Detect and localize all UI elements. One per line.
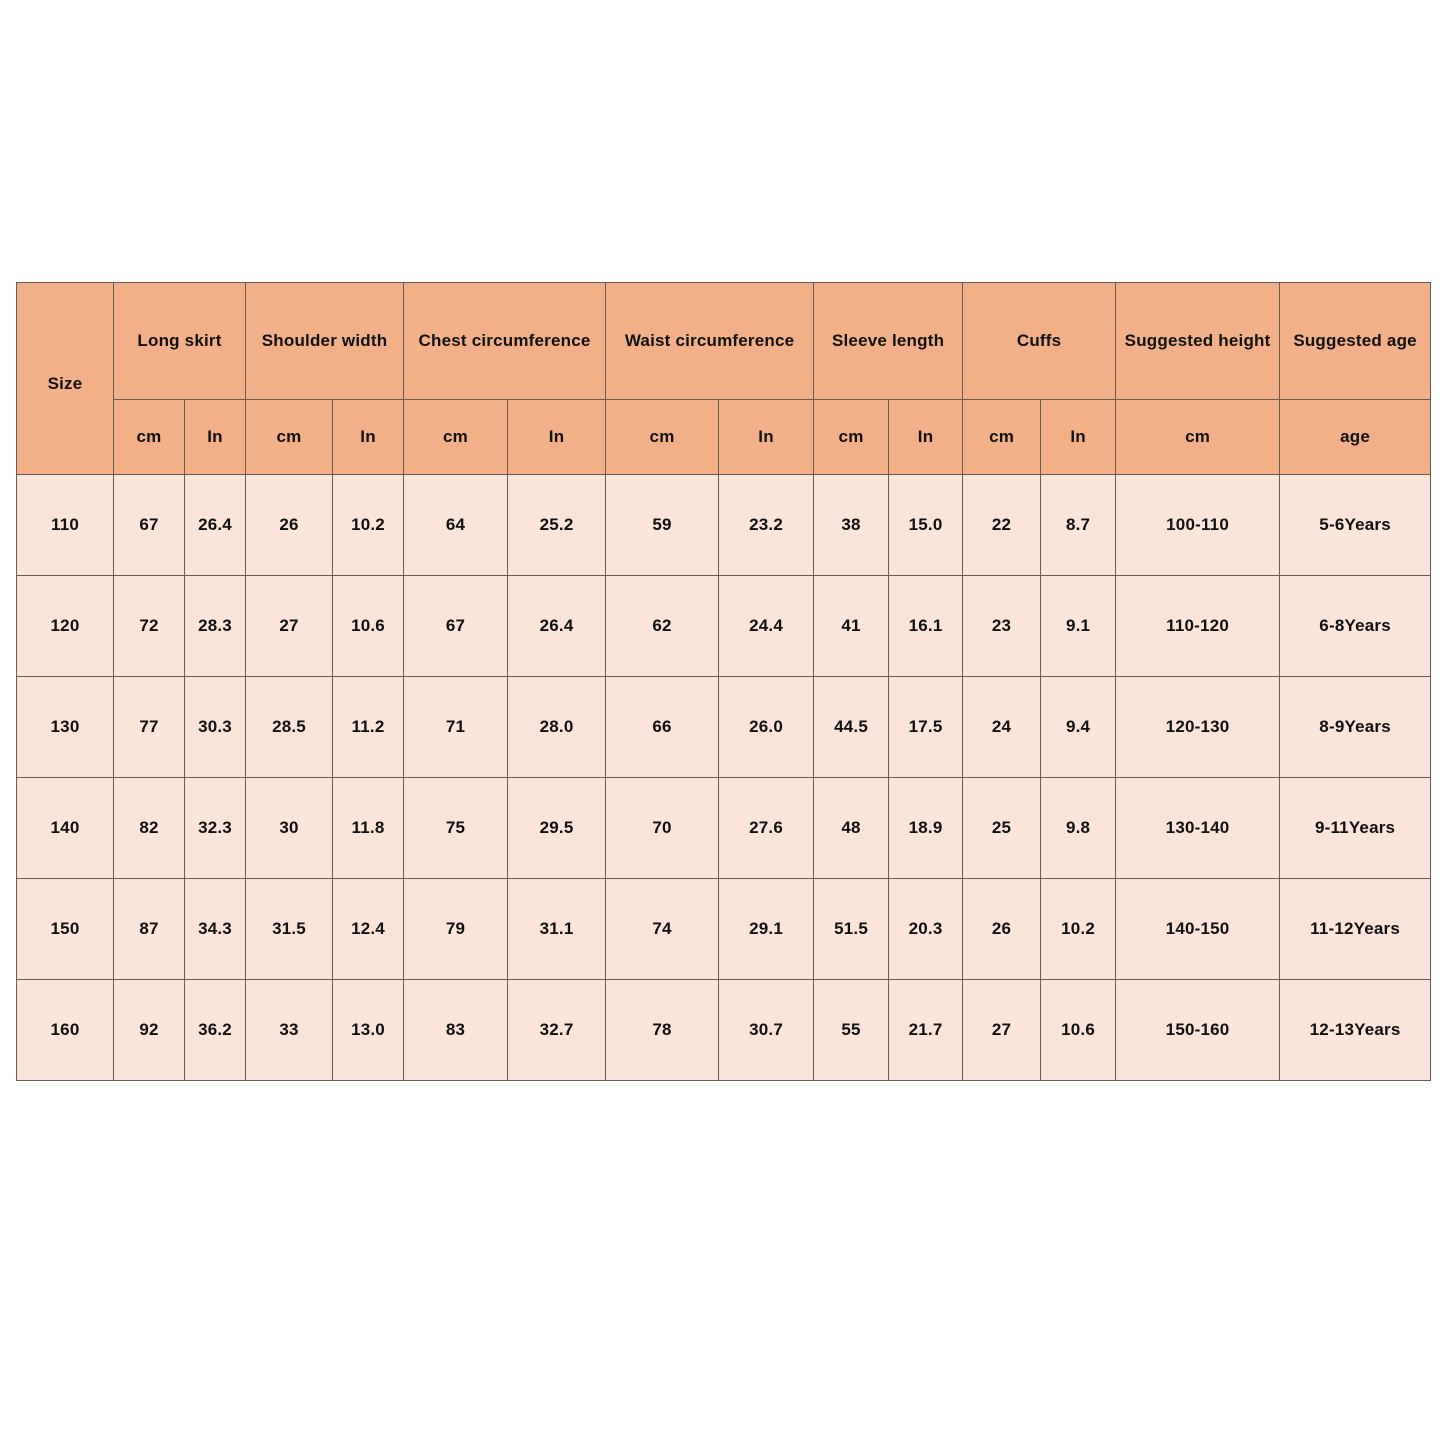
measure-cell: 26.4 <box>185 475 246 576</box>
measure-cell: 55 <box>814 980 889 1081</box>
measure-cell: 83 <box>404 980 508 1081</box>
measure-cell: 66 <box>606 677 719 778</box>
table-row <box>17 475 1431 576</box>
measure-cell: 12-13Years <box>1280 980 1431 1081</box>
measure-cell: 31.1 <box>508 879 606 980</box>
measure-cell: 26.4 <box>508 576 606 677</box>
measure-cell: 9.4 <box>1041 677 1116 778</box>
measure-cell: 77 <box>114 677 185 778</box>
measure-cell: 15.0 <box>889 475 963 576</box>
measure-cell: 140-150 <box>1116 879 1280 980</box>
measure-cell: 75 <box>404 778 508 879</box>
measure-cell: 10.2 <box>333 475 404 576</box>
unit-header: age <box>1280 400 1431 475</box>
header-row-units <box>17 400 1431 475</box>
group-header: Shoulder width <box>246 283 404 400</box>
measure-cell: 23.2 <box>719 475 814 576</box>
unit-header: In <box>185 400 246 475</box>
measure-cell: 18.9 <box>889 778 963 879</box>
size-cell: 110 <box>17 475 114 576</box>
size-cell: 130 <box>17 677 114 778</box>
measure-cell: 32.7 <box>508 980 606 1081</box>
measure-cell: 150-160 <box>1116 980 1280 1081</box>
measure-cell: 10.6 <box>333 576 404 677</box>
measure-cell: 30.7 <box>719 980 814 1081</box>
measure-cell: 72 <box>114 576 185 677</box>
measure-cell: 28.3 <box>185 576 246 677</box>
measure-cell: 22 <box>963 475 1041 576</box>
measure-cell: 27 <box>963 980 1041 1081</box>
unit-header: cm <box>246 400 333 475</box>
group-header: Chest circumference <box>404 283 606 400</box>
measure-cell: 10.2 <box>1041 879 1116 980</box>
measure-cell: 25 <box>963 778 1041 879</box>
measure-cell: 26 <box>246 475 333 576</box>
unit-header: cm <box>963 400 1041 475</box>
measure-cell: 120-130 <box>1116 677 1280 778</box>
measure-cell: 34.3 <box>185 879 246 980</box>
unit-header: cm <box>1116 400 1280 475</box>
measure-cell: 32.3 <box>185 778 246 879</box>
unit-header: cm <box>114 400 185 475</box>
measure-cell: 20.3 <box>889 879 963 980</box>
measure-cell: 36.2 <box>185 980 246 1081</box>
header-row-groups <box>17 283 1431 400</box>
measure-cell: 29.5 <box>508 778 606 879</box>
measure-cell: 64 <box>404 475 508 576</box>
measure-cell: 79 <box>404 879 508 980</box>
group-header: Cuffs <box>963 283 1116 400</box>
measure-cell: 16.1 <box>889 576 963 677</box>
measure-cell: 11.2 <box>333 677 404 778</box>
unit-header: In <box>719 400 814 475</box>
measure-cell: 9-11Years <box>1280 778 1431 879</box>
measure-cell: 62 <box>606 576 719 677</box>
group-header: Long skirt <box>114 283 246 400</box>
group-header: Waist circumference <box>606 283 814 400</box>
size-cell: 150 <box>17 879 114 980</box>
table-row <box>17 576 1431 677</box>
unit-header: cm <box>606 400 719 475</box>
measure-cell: 30.3 <box>185 677 246 778</box>
table-row <box>17 980 1431 1081</box>
measure-cell: 130-140 <box>1116 778 1280 879</box>
table-row <box>17 778 1431 879</box>
measure-cell: 9.1 <box>1041 576 1116 677</box>
measure-cell: 71 <box>404 677 508 778</box>
measure-cell: 38 <box>814 475 889 576</box>
measure-cell: 27 <box>246 576 333 677</box>
measure-cell: 21.7 <box>889 980 963 1081</box>
unit-header: In <box>508 400 606 475</box>
measure-cell: 30 <box>246 778 333 879</box>
table-body <box>17 475 1431 1081</box>
unit-header: In <box>333 400 404 475</box>
measure-cell: 28.0 <box>508 677 606 778</box>
measure-cell: 33 <box>246 980 333 1081</box>
measure-cell: 23 <box>963 576 1041 677</box>
measure-cell: 74 <box>606 879 719 980</box>
measure-cell: 8.7 <box>1041 475 1116 576</box>
measure-cell: 100-110 <box>1116 475 1280 576</box>
measure-cell: 27.6 <box>719 778 814 879</box>
measure-cell: 24 <box>963 677 1041 778</box>
measure-cell: 67 <box>114 475 185 576</box>
size-cell: 160 <box>17 980 114 1081</box>
measure-cell: 67 <box>404 576 508 677</box>
size-chart-table <box>16 282 1431 1081</box>
measure-cell: 24.4 <box>719 576 814 677</box>
measure-cell: 13.0 <box>333 980 404 1081</box>
unit-header: In <box>1041 400 1116 475</box>
measure-cell: 25.2 <box>508 475 606 576</box>
measure-cell: 11.8 <box>333 778 404 879</box>
group-header: Suggested age <box>1280 283 1431 400</box>
measure-cell: 82 <box>114 778 185 879</box>
unit-header: cm <box>404 400 508 475</box>
measure-cell: 26 <box>963 879 1041 980</box>
group-header: Sleeve length <box>814 283 963 400</box>
size-header: Size <box>17 283 114 475</box>
measure-cell: 41 <box>814 576 889 677</box>
measure-cell: 17.5 <box>889 677 963 778</box>
measure-cell: 29.1 <box>719 879 814 980</box>
measure-cell: 70 <box>606 778 719 879</box>
table-row <box>17 677 1431 778</box>
measure-cell: 48 <box>814 778 889 879</box>
measure-cell: 87 <box>114 879 185 980</box>
measure-cell: 10.6 <box>1041 980 1116 1081</box>
measure-cell: 51.5 <box>814 879 889 980</box>
size-cell: 120 <box>17 576 114 677</box>
unit-header: cm <box>814 400 889 475</box>
measure-cell: 5-6Years <box>1280 475 1431 576</box>
size-cell: 140 <box>17 778 114 879</box>
group-header: Suggested height <box>1116 283 1280 400</box>
measure-cell: 59 <box>606 475 719 576</box>
table-row <box>17 879 1431 980</box>
measure-cell: 44.5 <box>814 677 889 778</box>
measure-cell: 110-120 <box>1116 576 1280 677</box>
measure-cell: 11-12Years <box>1280 879 1431 980</box>
unit-header: In <box>889 400 963 475</box>
measure-cell: 31.5 <box>246 879 333 980</box>
measure-cell: 26.0 <box>719 677 814 778</box>
measure-cell: 8-9Years <box>1280 677 1431 778</box>
measure-cell: 78 <box>606 980 719 1081</box>
table-header <box>17 283 1431 475</box>
measure-cell: 12.4 <box>333 879 404 980</box>
measure-cell: 9.8 <box>1041 778 1116 879</box>
measure-cell: 92 <box>114 980 185 1081</box>
measure-cell: 28.5 <box>246 677 333 778</box>
measure-cell: 6-8Years <box>1280 576 1431 677</box>
